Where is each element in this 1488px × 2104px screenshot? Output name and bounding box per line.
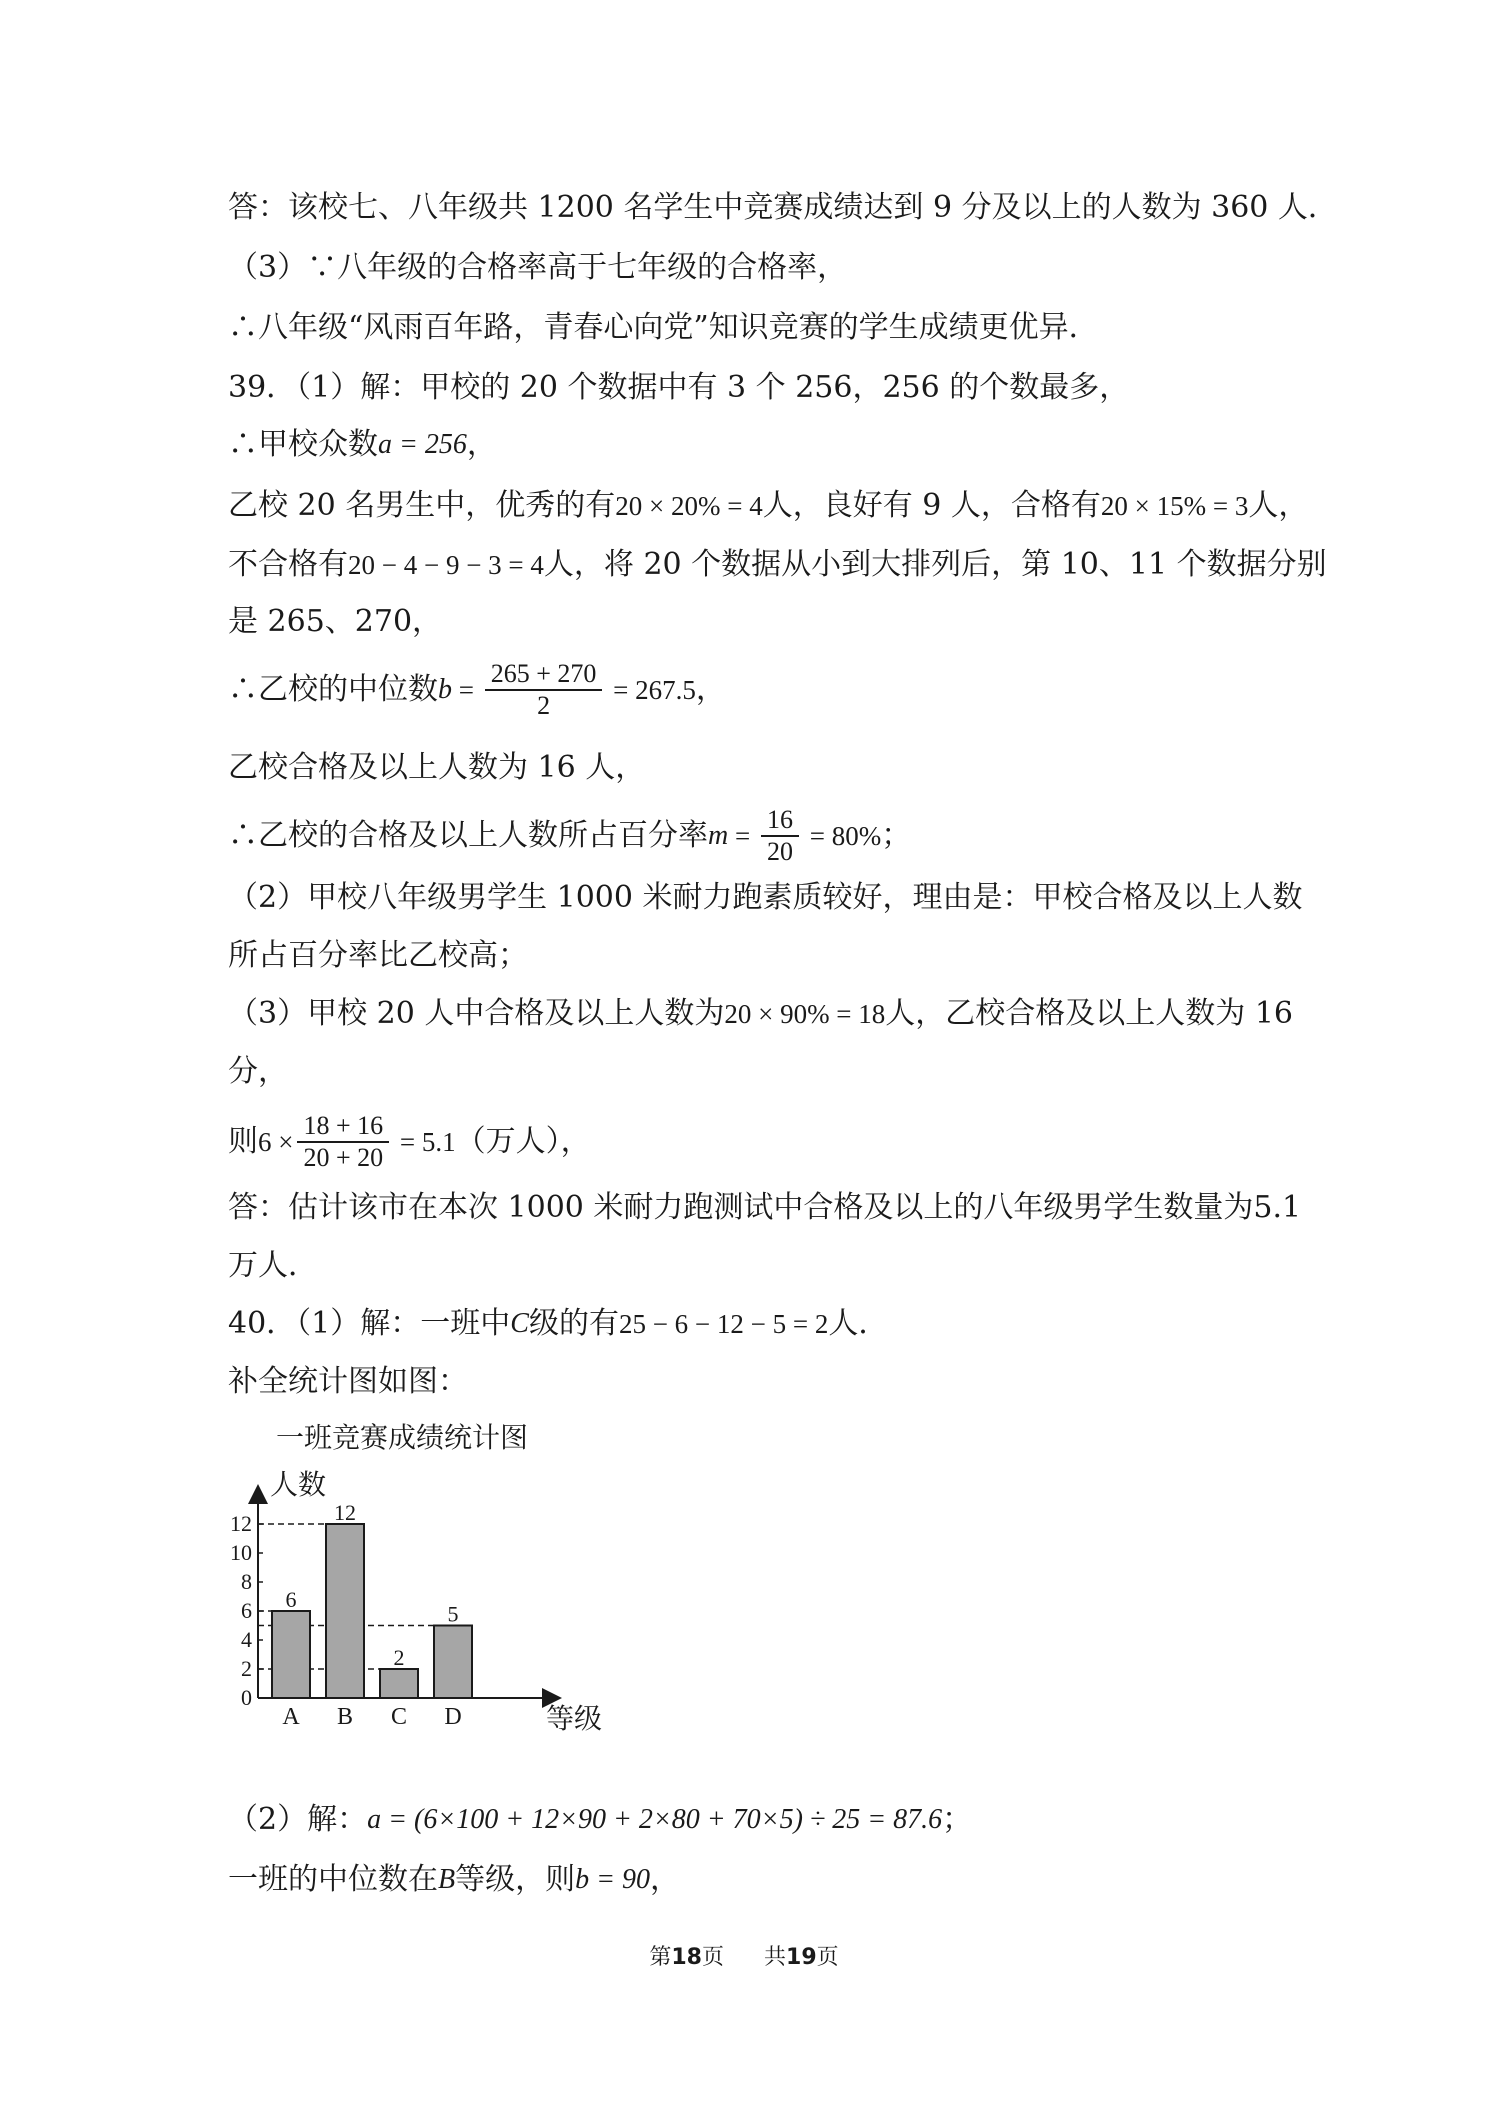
y-tick-label: 12 <box>230 1511 252 1536</box>
fraction-denominator: 20 + 20 <box>303 1143 384 1172</box>
math-expression: 6 × <box>258 1127 294 1157</box>
fraction-numerator: 16 <box>761 805 799 837</box>
math-variable: B <box>438 1864 456 1895</box>
text-segment: 等级，则 <box>455 1862 576 1897</box>
math-expression: a = 256 <box>378 429 467 460</box>
bar-A <box>272 1611 310 1698</box>
y-tick-label: 10 <box>230 1540 252 1565</box>
y-tick-label: 0 <box>241 1685 252 1710</box>
x-axis-label: 等级 <box>546 1702 603 1735</box>
y-tick-label: 2 <box>241 1656 252 1681</box>
y-axis-label: 人数 <box>270 1470 327 1501</box>
data-label: 2 <box>393 1645 405 1670</box>
math-expression: = 80% <box>802 821 882 851</box>
footer-text: 页 <box>816 1945 839 1970</box>
text-segment: ； <box>881 818 912 853</box>
footer-text: 共 <box>764 1945 787 1970</box>
text-segment: （2）甲校八年级男学生 1000 米耐力跑素质较好，理由是：甲校合格及以上人数 <box>228 880 1303 915</box>
text-line <box>228 1302 1268 1346</box>
text-segment: （万人）， <box>455 1124 591 1159</box>
text-segment: （3）甲校 20 人中合格及以上人数为 <box>228 996 725 1031</box>
chart-title: 一班竞赛成绩统计图 <box>276 1421 529 1454</box>
data-label: 6 <box>285 1587 297 1612</box>
text-line <box>228 186 1338 230</box>
y-tick-label: 8 <box>241 1569 252 1594</box>
text-segment: 是 265、270， <box>228 604 443 639</box>
bar-chart <box>228 1470 648 1770</box>
math-expression: = 267.5 <box>606 675 696 705</box>
text-line <box>228 423 1268 467</box>
total-pages: 19 <box>786 1945 817 1970</box>
fraction-numerator: 265 + 270 <box>485 659 603 691</box>
text-segment: ∴乙校的中位数 <box>228 672 438 707</box>
fraction <box>485 659 603 721</box>
text-segment: 40．（1）解：一班中 <box>228 1306 511 1341</box>
math-expression: 20 × 90% = 18 <box>724 999 886 1029</box>
answer-text: 答：该校七、八年级共 1200 名学生中竞赛成绩达到 9 分及以上的人数为 360 人． <box>228 190 1338 225</box>
fraction-denominator: 2 <box>537 691 551 720</box>
text-line <box>228 1798 1268 1842</box>
math-variable: b <box>438 674 452 705</box>
text-segment: 人，将 20 个数据从小到大排列后，第 10、11 个数据分别 <box>543 547 1327 582</box>
text-segment: 乙校 20 名男生中，优秀的有 <box>228 488 616 523</box>
text-segment: ∴乙校的合格及以上人数所占百分率 <box>228 818 708 853</box>
text-segment: 不合格有 <box>228 547 348 582</box>
math-expression: 20 × 15% = 3 <box>1100 491 1249 521</box>
text-segment: 补全统计图如图： <box>228 1364 468 1399</box>
data-label: 12 <box>334 1500 356 1525</box>
text-segment: 则 <box>228 1124 258 1159</box>
x-tick-label: B <box>336 1704 354 1730</box>
text-line <box>228 366 1268 410</box>
text-segment: ∴甲校众数 <box>228 427 378 462</box>
text-line <box>228 934 1268 978</box>
text-line <box>228 246 1268 290</box>
x-tick-label: D <box>444 1704 462 1730</box>
fraction <box>761 805 799 867</box>
text-segment: ， <box>650 1862 681 1897</box>
math-operator: = <box>728 821 757 851</box>
text-line <box>228 306 1268 350</box>
math-expression: 25 − 6 − 12 − 5 = 2 <box>618 1309 829 1339</box>
text-segment: 一班的中位数在 <box>228 1862 438 1897</box>
text-segment: ， <box>466 427 497 462</box>
text-line <box>228 992 1294 1036</box>
page-number: 18 <box>671 1945 702 1970</box>
text-line <box>228 876 1303 920</box>
math-variable: C <box>510 1308 529 1339</box>
q39-heading: 39．（1）解：甲校的 20 个数据中有 3 个 256，256 的个数最多， <box>228 370 1130 405</box>
y-tick-label: 6 <box>241 1598 252 1623</box>
math-expression: a = (6×100 + 12×90 + 2×80 + 70×5) ÷ 25 = 87.6 <box>367 1804 943 1835</box>
text-line <box>228 484 1309 528</box>
bar-D <box>434 1626 472 1699</box>
conclusion-text: ∴八年级“风雨百年路，青春心向党”知识竞赛的学生成绩更优异． <box>228 310 1099 345</box>
fraction <box>297 1111 389 1173</box>
text-line <box>228 790 1268 882</box>
text-line <box>228 1244 1268 1288</box>
math-expression: b = 90 <box>575 1864 651 1895</box>
bar-B <box>326 1524 364 1698</box>
text-line <box>228 746 1268 790</box>
fraction-denominator: 20 <box>766 837 793 866</box>
footer-text: 第 <box>649 1945 672 1970</box>
text-segment: ； <box>942 1802 973 1837</box>
text-segment: 所占百分率比乙校高； <box>228 938 528 973</box>
text-line <box>228 1050 1268 1094</box>
text-segment: 级的有 <box>528 1306 619 1341</box>
text-segment: 人． <box>828 1306 889 1341</box>
text-line <box>228 1096 1268 1188</box>
math-expression: 20 − 4 − 9 − 3 = 4 <box>348 550 544 580</box>
text-segment: 人，良好有 9 人，合格有 <box>762 488 1101 523</box>
math-operator: = <box>452 675 481 705</box>
text-line <box>228 1186 1302 1230</box>
text-segment: 答：估计该市在本次 1000 米耐力跑测试中合格及以上的八年级男学生数量为5.1 <box>228 1190 1302 1225</box>
text-segment: 万人． <box>228 1248 318 1283</box>
text-line <box>228 1360 1268 1404</box>
text-segment: ， <box>695 672 726 707</box>
math-expression: 20 × 20% = 4 <box>615 491 763 521</box>
y-tick-label: 4 <box>241 1627 252 1652</box>
bar-C <box>380 1669 418 1698</box>
text-segment: 人， <box>1248 488 1309 523</box>
text-segment: （2）解： <box>228 1802 368 1837</box>
page-footer <box>0 1943 1488 1973</box>
math-variable: m <box>708 820 729 851</box>
text-line <box>228 644 1268 736</box>
text-segment: 人，乙校合格及以上人数为 16 <box>885 996 1294 1031</box>
fraction-numerator: 18 + 16 <box>297 1111 389 1143</box>
text-segment: 乙校合格及以上人数为 16 人， <box>228 750 646 785</box>
part-3-text: （3）∵八年级的合格率高于七年级的合格率， <box>228 250 848 285</box>
text-line <box>228 600 1268 644</box>
text-line <box>228 1858 1268 1902</box>
data-label: 5 <box>447 1601 459 1627</box>
text-segment: 分， <box>228 1054 288 1089</box>
x-tick-label: C <box>390 1704 408 1730</box>
math-expression: = 5.1 <box>393 1127 456 1157</box>
x-tick-label: A <box>282 1704 300 1730</box>
footer-text: 页 <box>701 1945 724 1970</box>
text-line <box>228 543 1327 587</box>
